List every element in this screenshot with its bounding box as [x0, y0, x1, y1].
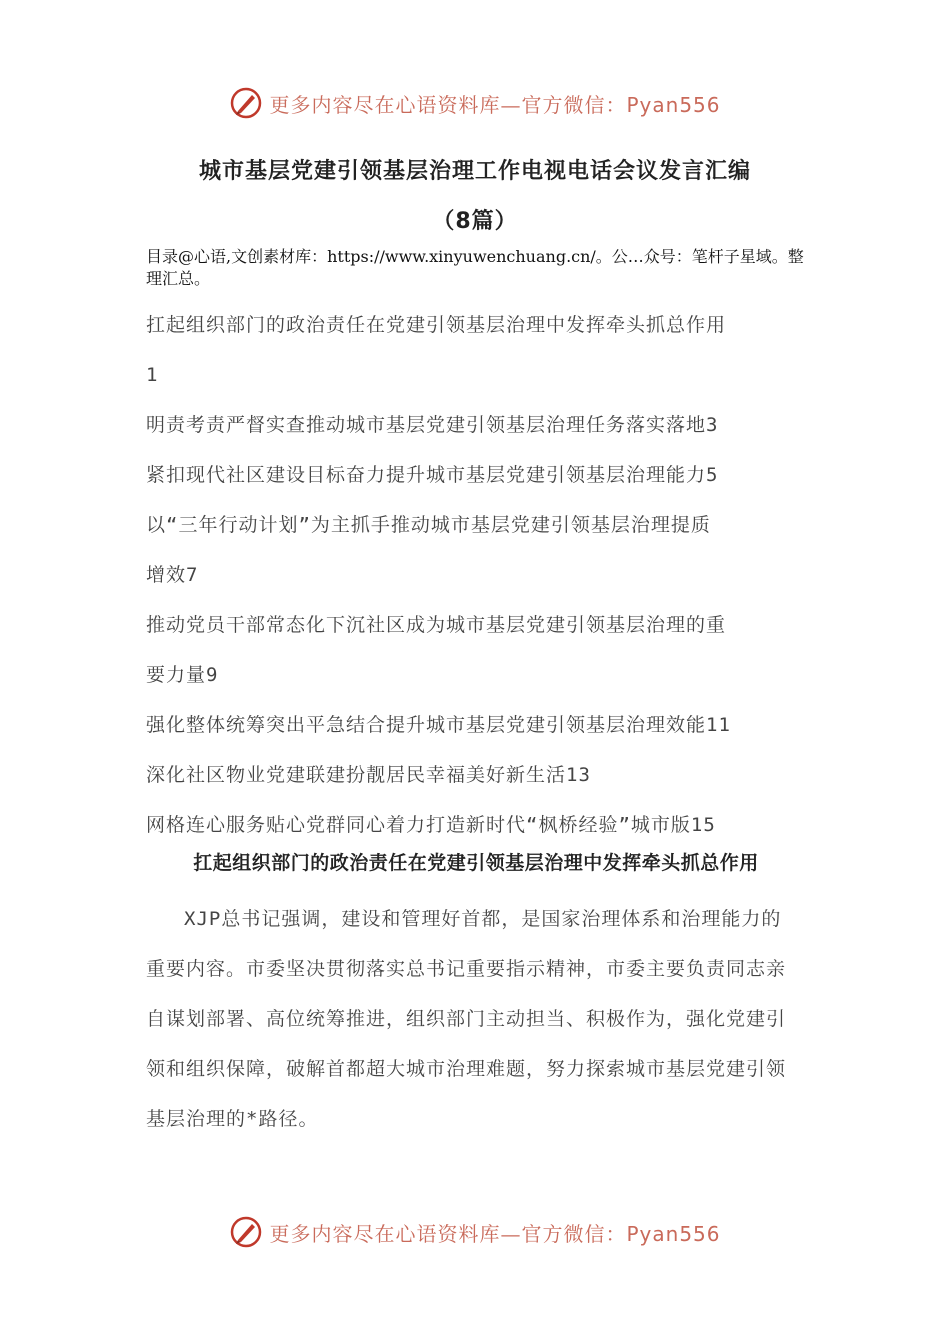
toc-line: 深化社区物业党建联建扮靓居民幸福美好新生活13	[146, 764, 591, 786]
toc-line: 要力量9	[146, 664, 219, 686]
watermark-text: 更多内容尽在心语资料库—官方微信：Pyan556	[269, 92, 721, 117]
toc-line: 网格连心服务贴心党群同心着力打造新时代“枫桥经验”城市版15	[146, 814, 716, 836]
body-paragraph: XJP总书记强调，建设和管理好首都，是国家治理体系和治理能力的重要内容。市委坚决贯彻落实总书记重要指示精神，市委主要负责同志亲自谋划部署、高位统筹推进，组织部门主动担当、积极作为，强化党建引领和组织保障，破解首都超大城市治理难题，努力探索城市基层党建引领基层治理的*路径。	[146, 908, 787, 1130]
watermark-text: 更多内容尽在心语资料库—官方微信：Pyan556	[269, 1221, 721, 1246]
toc-line: 增效7	[146, 564, 199, 586]
pen-logo-icon	[229, 1215, 263, 1249]
pen-logo-icon	[229, 86, 263, 120]
watermark-wechat: Pyan556	[626, 1221, 721, 1246]
section-heading: 扛起组织部门的政治责任在党建引领基层治理中发挥牵头抓总作用	[193, 852, 759, 874]
toc-line: 1	[146, 364, 159, 386]
watermark-banner-top	[0, 83, 950, 123]
toc-line: 明责考责严督实查推动城市基层党建引领基层治理任务落实落地3	[146, 414, 719, 436]
document-title: 城市基层党建引领基层治理工作电视电话会议发言汇编	[198, 159, 751, 184]
table-of-contents	[146, 300, 806, 850]
toc-line: 扛起组织部门的政治责任在党建引领基层治理中发挥牵头抓总作用	[146, 314, 727, 336]
watermark-wechat: Pyan556	[626, 92, 721, 117]
toc-line: 紧扣现代社区建设目标奋力提升城市基层党建引领基层治理能力5	[146, 464, 719, 486]
toc-line: 强化整体统筹突出平急结合提升城市基层党建引领基层治理效能11	[146, 714, 731, 736]
toc-line: 以“三年行动计划”为主抓手推动城市基层党建引领基层治理提质	[146, 514, 711, 536]
toc-line: 推动党员干部常态化下沉社区成为城市基层党建引领基层治理的重	[146, 614, 727, 636]
intro-line: 目录@心语,文创素材库：https://www.xinyuwenchuang.cn/。公…众号：笔杆子星域。整理汇总。	[146, 247, 804, 288]
watermark-banner-bottom	[0, 1212, 950, 1252]
document-title-count: （8篇）	[432, 209, 518, 234]
